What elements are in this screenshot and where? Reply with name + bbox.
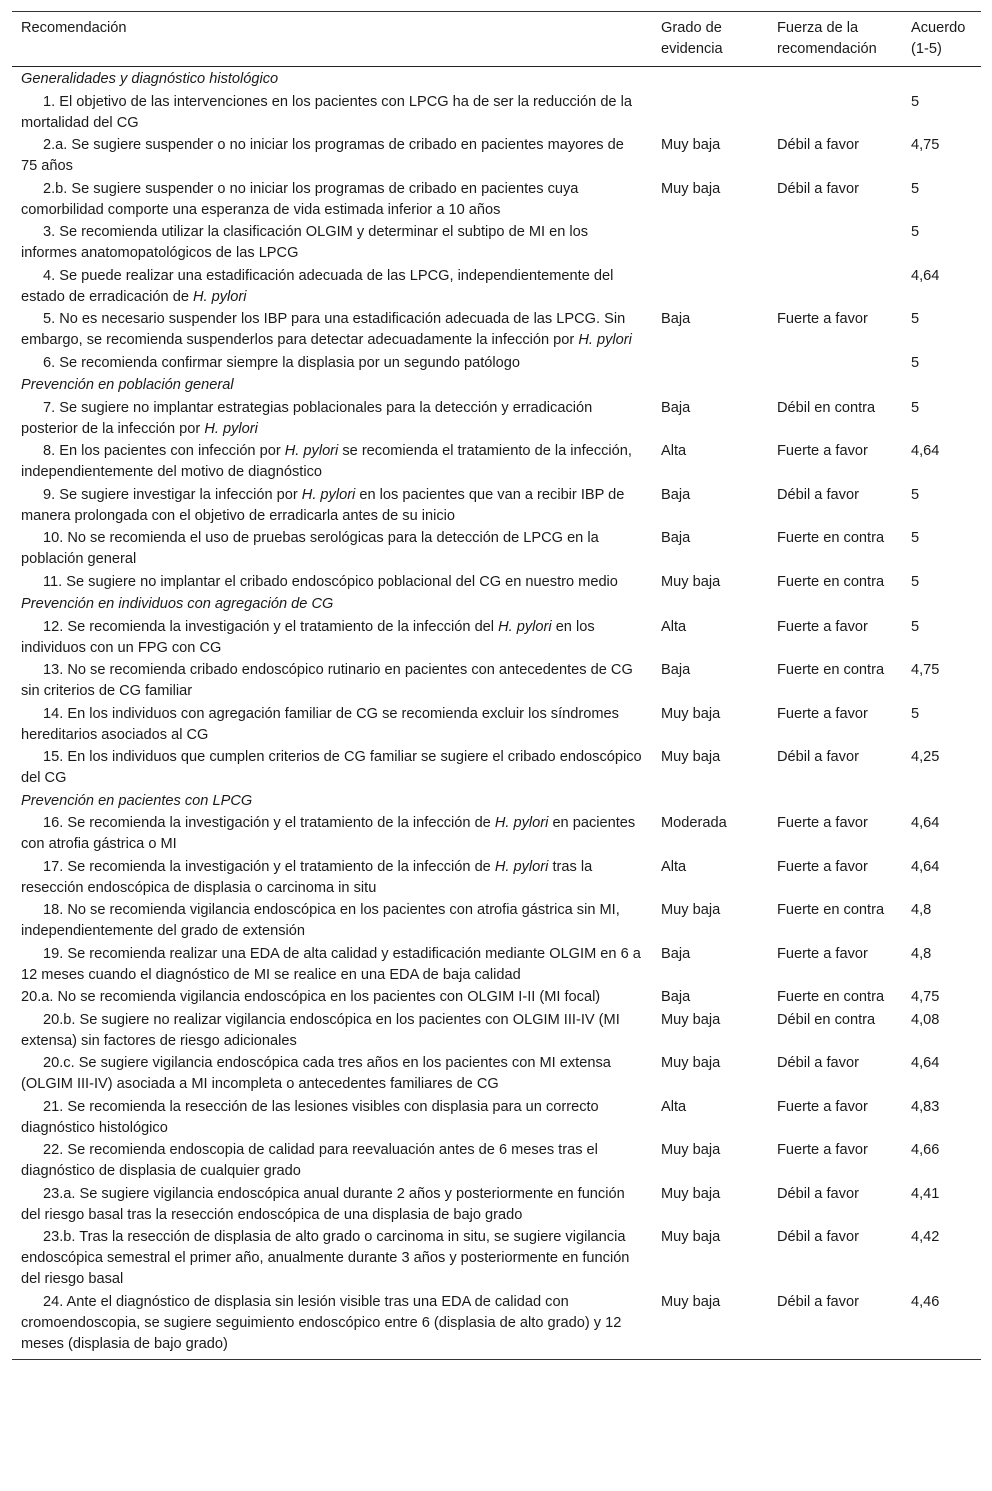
strength-cell: Débil a favor <box>777 1055 859 1071</box>
agreement-cell: 5 <box>911 399 920 416</box>
agreement-cell: 4,25 <box>911 749 940 765</box>
species-name: H. pylori <box>494 858 549 875</box>
agreement-cell: 4,66 <box>911 1142 940 1158</box>
agreement-cell: 4,08 <box>911 1011 940 1028</box>
recommendation-cell: 20.c. Se sugiere vigilancia endoscópica cada tres años en los pacientes con MI extensa (OLGIM III-IV) asociada a MI incompleta o antecedentes familiares de CG <box>21 1055 611 1092</box>
table-row <box>12 813 981 857</box>
evidence-cell: Muy baja <box>661 1142 721 1158</box>
evidence-cell: Muy baja <box>661 749 721 765</box>
agreement-cell: 4,64 <box>911 858 940 875</box>
table-row <box>12 92 981 136</box>
recommendation-cell: 19. Se recomienda realizar una EDA de alta calidad y estadificación mediante OLGIM en 6 a 12 meses cuando el diagnóstico de MI se realice en una EDA de baja calidad <box>21 945 641 983</box>
agreement-cell: 4,8 <box>911 902 932 918</box>
table-row <box>12 222 981 266</box>
table-row <box>12 135 981 179</box>
table-row <box>12 266 981 310</box>
section-row <box>12 375 981 398</box>
recommendations-table-container <box>12 11 981 1360</box>
agreement-cell: 4,64 <box>911 815 940 831</box>
agreement-cell: 4,75 <box>911 137 940 153</box>
evidence-cell: Baja <box>661 662 691 678</box>
strength-cell: Fuerte en contra <box>777 573 885 590</box>
recommendation-cell: 23.a. Se sugiere vigilancia endoscópica anual durante 2 años y posteriormente en función del riesgo basal tras la resección endoscópica de una displasia de bajo grado <box>21 1185 625 1223</box>
recommendations-table <box>12 11 981 1360</box>
strength-cell: Débil a favor <box>777 1185 859 1202</box>
header-row <box>12 12 981 67</box>
strength-cell: Fuerte a favor <box>777 858 868 875</box>
agreement-cell: 4,46 <box>911 1293 940 1310</box>
table-row <box>12 1184 981 1228</box>
agreement-cell: 5 <box>911 618 920 635</box>
section-row <box>12 594 981 617</box>
table-row <box>12 398 981 442</box>
evidence-cell <box>652 92 768 136</box>
evidence-cell: Muy baja <box>661 1293 721 1310</box>
recommendation-cell: 14. En los individuos con agregación familiar de CG se recomienda excluir los síndromes hereditarios asociados al CG <box>21 705 619 743</box>
table-header <box>12 12 981 67</box>
recommendation-cell: 6. Se recomienda confirmar siempre la displasia por un segundo patólogo <box>43 354 521 371</box>
evidence-cell <box>652 353 768 376</box>
evidence-cell: Alta <box>661 1098 687 1115</box>
strength-cell: Fuerte en contra <box>777 902 885 918</box>
recommendation-cell: 2.b. Se sugiere suspender o no iniciar los programas de cribado en pacientes cuya comorbilidad comporte una esperanza de vida estimada inferior a 10 años <box>21 180 579 218</box>
table-row <box>12 179 981 223</box>
evidence-cell: Muy baja <box>661 902 721 918</box>
evidence-cell: Baja <box>661 945 691 962</box>
table-row <box>12 309 981 353</box>
table-row <box>12 704 981 748</box>
table-row <box>12 857 981 901</box>
table-row <box>12 441 981 485</box>
agreement-cell: 4,8 <box>911 945 932 962</box>
agreement-cell: 4,75 <box>911 989 940 1005</box>
recommendation-cell: 10. No se recomienda el uso de pruebas serológicas para la detección de LPCG en la población general <box>21 530 599 567</box>
agreement-cell: 5 <box>911 530 920 546</box>
agreement-cell: 5 <box>911 311 920 327</box>
evidence-cell: Baja <box>661 530 691 546</box>
evidence-cell: Baja <box>661 399 691 416</box>
recommendation-cell: 1. El objetivo de las intervenciones en los pacientes con LPCG ha de ser la reducción de la mortalidad del CG <box>21 93 632 131</box>
strength-cell <box>768 353 902 376</box>
evidence-cell: Alta <box>661 618 687 635</box>
table-row <box>12 572 981 595</box>
table-row <box>12 1010 981 1054</box>
table-row <box>12 1227 981 1292</box>
agreement-cell: 4,42 <box>911 1229 940 1245</box>
section-row <box>12 67 981 92</box>
agreement-cell: 5 <box>911 224 920 240</box>
strength-cell: Débil a favor <box>777 137 859 153</box>
recommendation-cell: 3. Se recomienda utilizar la clasificación OLGIM y determinar el subtipo de MI en los informes anatomopatológicos de las LPCG <box>21 224 589 261</box>
agreement-cell: 4,64 <box>911 267 940 284</box>
recommendation-cell: 15. En los individuos que cumplen criterios de CG familiar se sugiere el cribado endoscópico del CG <box>21 749 642 786</box>
strength-cell: Fuerte a favor <box>777 618 868 635</box>
recommendation-cell: 7. Se sugiere no implantar estrategias poblacionales para la detección y erradicación posterior de la infección por H. pylori <box>21 399 593 437</box>
species-name: H. pylori <box>494 815 549 831</box>
evidence-cell: Muy baja <box>661 705 721 722</box>
evidence-cell: Muy baja <box>661 1229 721 1245</box>
evidence-cell: Muy baja <box>661 1055 721 1071</box>
strength-cell: Fuerte en contra <box>777 989 885 1005</box>
strength-cell: Fuerte en contra <box>777 530 885 546</box>
recommendation-cell: 5. No es necesario suspender los IBP para una estadificación adecuada de las LPCG. Sin embargo, se recomienda suspenderlos para detectar adecuadamente la infección por H. pylori <box>21 311 632 348</box>
table-row <box>12 353 981 376</box>
recommendation-cell: 24. Ante el diagnóstico de displasia sin lesión visible tras una EDA de calidad con cromoendoscopia, se sugiere seguimiento endoscópico entre 6 (displasia de alto grado) y 12 meses (displasia de bajo grado) <box>21 1293 622 1352</box>
header-evidence: Grado de evidencia <box>661 20 723 57</box>
agreement-cell: 5 <box>911 573 920 590</box>
evidence-cell <box>652 222 768 266</box>
strength-cell: Fuerte a favor <box>777 311 868 327</box>
table-row <box>12 1097 981 1141</box>
table-row <box>12 944 981 988</box>
section-heading: Generalidades y diagnóstico histológico <box>21 71 279 87</box>
agreement-cell: 5 <box>911 180 920 197</box>
recommendation-cell: 22. Se recomienda endoscopia de calidad para reevaluación antes de 6 meses tras el diagnóstico de displasia de cualquier grado <box>21 1142 598 1179</box>
table-row <box>12 528 981 572</box>
recommendation-cell: 16. Se recomienda la investigación y el tratamiento de la infección de H. pylori en pacientes con atrofia gástrica o MI <box>21 815 636 852</box>
strength-cell: Fuerte a favor <box>777 1098 868 1115</box>
species-name: H. pylori <box>301 486 356 503</box>
recommendation-cell: 20.a. No se recomienda vigilancia endoscópica en los pacientes con OLGIM I-II (MI focal) <box>21 989 601 1005</box>
table-row <box>12 660 981 704</box>
strength-cell: Fuerte a favor <box>777 815 868 831</box>
strength-cell: Fuerte a favor <box>777 443 868 459</box>
species-name: H. pylori <box>578 332 632 348</box>
agreement-cell: 4,41 <box>911 1185 940 1202</box>
evidence-cell: Alta <box>661 858 687 875</box>
table-body <box>12 67 981 1360</box>
strength-cell <box>768 222 902 266</box>
strength-cell: Fuerte a favor <box>777 705 868 722</box>
header-agreement: Acuerdo (1-5) <box>911 20 966 57</box>
evidence-cell: Baja <box>661 486 691 503</box>
strength-cell: Débil a favor <box>777 1293 859 1310</box>
header-strength: Fuerza de la recomendación <box>777 20 877 57</box>
evidence-cell: Muy baja <box>661 1011 721 1028</box>
recommendation-cell: 12. Se recomienda la investigación y el tratamiento de la infección del H. pylori en los individuos con un FPG con CG <box>21 618 595 656</box>
table-row <box>12 1140 981 1184</box>
species-name: H. pylori <box>284 443 339 459</box>
recommendation-cell: 11. Se sugiere no implantar el cribado endoscópico poblacional del CG en nuestro medio <box>43 573 618 590</box>
recommendation-cell: 18. No se recomienda vigilancia endoscópica en los pacientes con atrofia gástrica sin MI, independientemente del grado de extensión <box>21 902 620 939</box>
strength-cell: Fuerte en contra <box>777 662 885 678</box>
evidence-cell: Muy baja <box>661 137 721 153</box>
recommendation-cell: 21. Se recomienda la resección de las lesiones visibles con displasia para un correcto diagnóstico histológico <box>21 1098 599 1136</box>
section-heading: Prevención en pacientes con LPCG <box>21 792 253 809</box>
strength-cell: Débil en contra <box>777 1011 876 1028</box>
recommendation-cell: 9. Se sugiere investigar la infección por H. pylori en los pacientes que van a recibir IBP de manera prolongada con el objetivo de erradicarla antes de su inicio <box>21 486 625 524</box>
evidence-cell: Baja <box>661 989 691 1005</box>
recommendation-cell: 20.b. Se sugiere no realizar vigilancia endoscópica en los pacientes con OLGIM III-IV (MI extensa) sin factores de riesgo adicionales <box>21 1011 620 1049</box>
strength-cell: Débil a favor <box>777 1229 859 1245</box>
recommendation-cell: 2.a. Se sugiere suspender o no iniciar los programas de cribado en pacientes mayores de 75 años <box>21 137 624 174</box>
recommendation-cell: 13. No se recomienda cribado endoscópico rutinario en pacientes con antecedentes de CG sin criterios de CG familiar <box>21 662 633 699</box>
recommendation-cell: 4. Se puede realizar una estadificación adecuada de las LPCG, independientemente del estado de erradicación de H. pylori <box>21 267 614 305</box>
table-row <box>12 987 981 1010</box>
agreement-cell: 4,75 <box>911 662 940 678</box>
header-recommendation: Recomendación <box>21 20 127 36</box>
evidence-cell: Baja <box>661 311 691 327</box>
species-name: H. pylori <box>193 288 247 305</box>
species-name: H. pylori <box>204 420 258 437</box>
table-row <box>12 1053 981 1097</box>
table-row <box>12 747 981 791</box>
table-row <box>12 1292 981 1360</box>
table-row <box>12 617 981 661</box>
agreement-cell: 5 <box>911 486 920 503</box>
section-row <box>12 791 981 814</box>
section-heading: Prevención en población general <box>21 377 234 393</box>
strength-cell: Débil a favor <box>777 180 859 197</box>
evidence-cell: Moderada <box>661 815 727 831</box>
agreement-cell: 4,64 <box>911 1055 940 1071</box>
agreement-cell: 5 <box>911 705 920 722</box>
recommendation-cell: 23.b. Tras la resección de displasia de alto grado o carcinoma in situ, se sugiere vigilancia endoscópica semestral el primer año, anualmente durante 3 años y posteriormente en función del riesgo basal <box>21 1229 630 1287</box>
agreement-cell: 4,64 <box>911 443 940 459</box>
agreement-cell: 5 <box>911 354 920 371</box>
strength-cell: Fuerte a favor <box>777 1142 868 1158</box>
agreement-cell: 5 <box>911 93 920 110</box>
recommendation-cell: 17. Se recomienda la investigación y el tratamiento de la infección de H. pylori tras la resección endoscópica de displasia o carcinoma in situ <box>21 858 593 896</box>
strength-cell <box>768 266 902 310</box>
species-name: H. pylori <box>498 618 552 635</box>
strength-cell: Débil en contra <box>777 399 876 416</box>
section-heading: Prevención en individuos con agregación de CG <box>21 596 334 612</box>
table-row <box>12 485 981 529</box>
strength-cell: Fuerte a favor <box>777 945 868 962</box>
evidence-cell: Muy baja <box>661 573 721 590</box>
strength-cell: Débil a favor <box>777 486 859 503</box>
evidence-cell: Muy baja <box>661 180 721 197</box>
evidence-cell <box>652 266 768 310</box>
table-row <box>12 900 981 944</box>
agreement-cell: 4,83 <box>911 1098 940 1115</box>
evidence-cell: Muy baja <box>661 1185 721 1202</box>
evidence-cell: Alta <box>661 443 687 459</box>
recommendation-cell: 8. En los pacientes con infección por H. pylori se recomienda el tratamiento de la infección, independientemente del motivo de diagnóstico <box>21 443 632 480</box>
strength-cell: Débil a favor <box>777 749 859 765</box>
strength-cell <box>768 92 902 136</box>
